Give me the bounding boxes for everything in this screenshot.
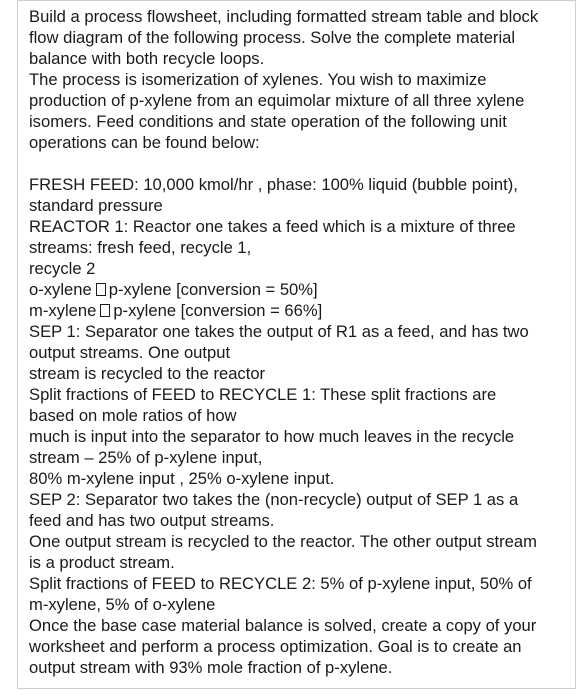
- text-line: The process is isomerization of xylenes. You wish to maximize: [29, 70, 487, 89]
- text-line: 80% m-xylene input , 25% o-xylene input.: [29, 469, 335, 488]
- text-line: REACTOR 1: Reactor one takes a feed which is a mixture of three: [29, 217, 516, 236]
- missing-glyph-box-icon: [96, 283, 106, 296]
- text-line: m-xylene, 5% of o-xylene: [29, 595, 216, 614]
- text-line: Build a process flowsheet, including formatted stream table and block: [29, 7, 539, 26]
- text-line: SEP 2: Separator two takes the (non-recycle) output of SEP 1 as a: [29, 490, 519, 509]
- product: p-xylene [conversion = 66%]: [113, 301, 323, 320]
- text-line: stream – 25% of p-xylene input,: [29, 448, 263, 467]
- text-line: Split fractions of FEED to RECYCLE 2: 5% of p-xylene input, 50% of: [29, 574, 532, 593]
- text-line: balance with both recycle loops.: [29, 49, 265, 68]
- text-line: FRESH FEED: 10,000 kmol/hr , phase: 100% liquid (bubble point),: [29, 175, 518, 194]
- text-line: production of p-xylene from an equimolar mixture of all three xylene: [29, 91, 525, 110]
- text-line: is a product stream.: [29, 553, 175, 572]
- text-line: flow diagram of the following process. Solve the complete material: [29, 28, 516, 47]
- product: p-xylene [conversion = 50%]: [108, 280, 318, 299]
- reactant: o-xylene: [29, 280, 92, 299]
- text-line: SEP 1: Separator one takes the output of R1 as a feed, and has two: [29, 322, 529, 341]
- text-line: One output stream is recycled to the reactor. The other output stream: [29, 532, 537, 551]
- text-line: standard pressure: [29, 196, 163, 215]
- text-line: output stream with 93% mole fraction of p-xylene.: [29, 658, 393, 677]
- text-line: output streams. One output: [29, 343, 231, 362]
- text-line: feed and has two output streams.: [29, 511, 275, 530]
- reaction-line: [29, 279, 569, 300]
- text-line: much is input into the separator to how much leaves in the recycle: [29, 427, 515, 446]
- missing-glyph-box-icon: [100, 304, 110, 317]
- text-line: isomers. Feed conditions and state operation of the following unit: [29, 112, 507, 131]
- text-line: based on mole ratios of how: [29, 406, 237, 425]
- text-line: worksheet and perform a process optimization. Goal is to create an: [29, 637, 522, 656]
- question-text: [29, 6, 569, 678]
- text-line: operations can be found below:: [29, 133, 260, 152]
- text-line: Split fractions of FEED to RECYCLE 1: These split fractions are: [29, 385, 497, 404]
- text-line: streams: fresh feed, recycle 1,: [29, 238, 252, 257]
- text-line: Once the base case material balance is solved, create a copy of your: [29, 616, 537, 635]
- reactant: m-xylene: [29, 301, 97, 320]
- text-line: stream is recycled to the reactor: [29, 364, 266, 383]
- blank-line: [29, 153, 569, 174]
- text-line: recycle 2: [29, 259, 96, 278]
- reaction-line: [29, 300, 569, 321]
